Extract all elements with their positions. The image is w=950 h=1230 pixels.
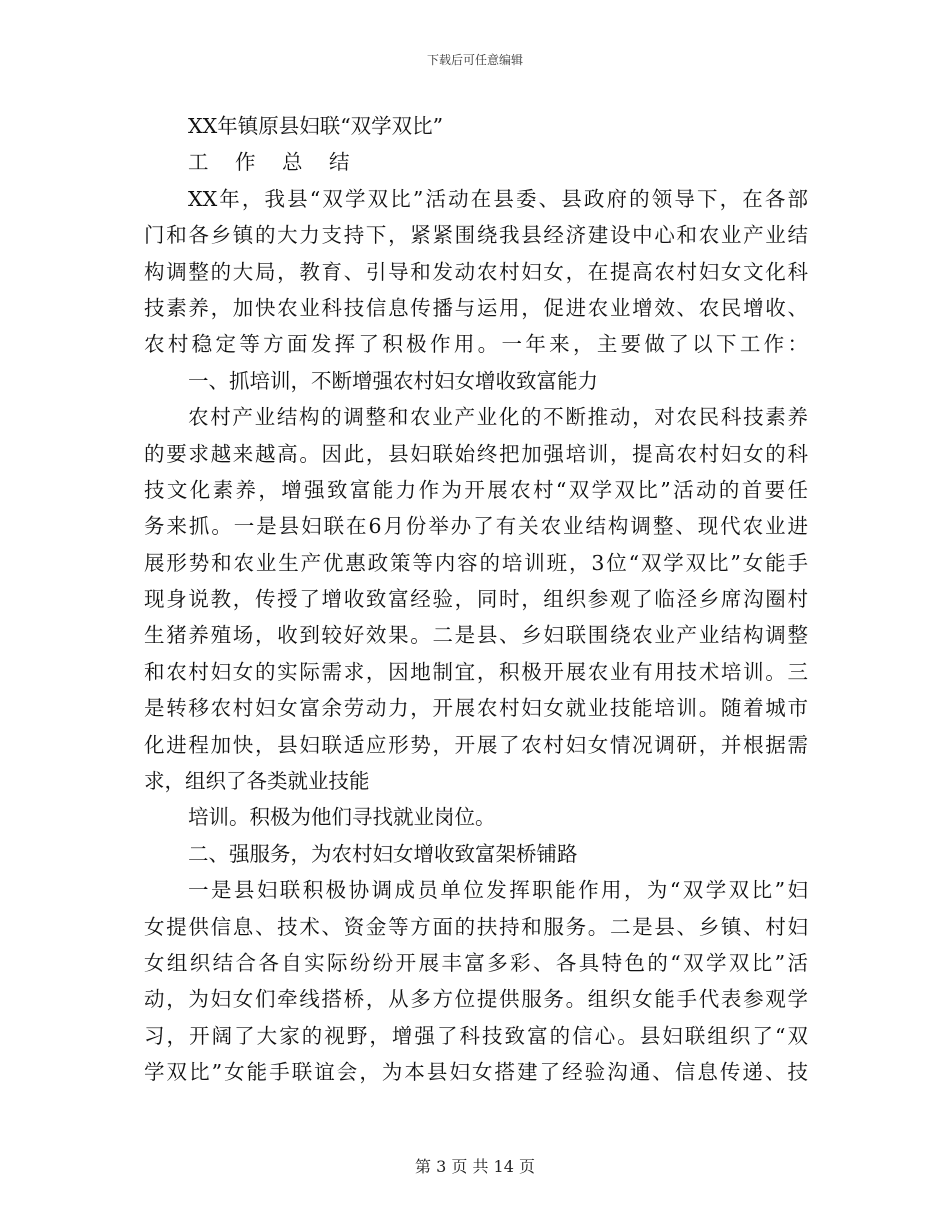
section-heading: 二、强服务，为农村妇女增收致富架桥铺路 [188,841,578,866]
paragraph-line: 农村稳定等方面发挥了积极作用。一年来，主要做了以下工作： [144,332,808,357]
paragraph-line: 展形势和农业生产优惠政策等内容的培训班，3位“双学双比”女能手 [144,550,808,575]
paragraph-line: 女组织结合各自实际纷纷开展丰富多彩、各具特色的“双学双比”活 [144,950,808,975]
page-header: 下载后可任意编辑 [426,53,523,67]
paragraph-line: 和农村妇女的实际需求，因地制宜，积极开展农业有用技术培训。三 [144,659,808,684]
paragraph-line: 是转移农村妇女富余劳动力，开展农村妇女就业技能培训。随着城市 [144,696,808,721]
document-body [144,108,808,1091]
paragraph-line: 女提供信息、技术、资金等方面的扶持和服务。二是县、乡镇、村妇 [144,914,808,939]
document-title: XX年镇原县妇联“双学双比” [188,114,444,138]
paragraph-line: 一是县妇联积极协调成员单位发挥职能作用，为“双学双比”妇 [188,878,808,903]
paragraph-line: 构调整的大局，教育、引导和发动农村妇女，在提高农村妇女文化科 [144,259,808,284]
page-footer: 第 3 页 共 14 页 [415,1157,535,1176]
paragraph-line: 动，为妇女们牵线搭桥，从多方位提供服务。组织女能手代表参观学 [144,987,808,1012]
paragraph-line: 门和各乡镇的大力支持下，紧紧围绕我县经济建设中心和农业产业结 [144,223,808,248]
paragraph-line: 现身说教，传授了增收致富经验，同时，组织参观了临泾乡席沟圈村 [144,587,808,612]
paragraph-line: 的要求越来越高。因此，县妇联始终把加强培训，提高农村妇女的科 [144,441,808,466]
paragraph-line: 技文化素养，增强致富能力作为开展农村“双学双比”活动的首要任 [144,477,808,502]
paragraph-line: 务来抓。一是县妇联在6月份举办了有关农业结构调整、现代农业进 [144,514,808,539]
paragraph-line: 习，开阔了大家的视野，增强了科技致富的信心。县妇联组织了“双 [144,1023,808,1048]
document-subtitle: 工 作 总 结 [188,150,360,175]
paragraph-line: 求，组织了各类就业技能 [144,769,370,794]
paragraph-line: XX年，我县“双学双比”活动在县委、县政府的领导下，在各部 [188,186,808,211]
paragraph-line: 生猪养殖场，收到较好效果。二是县、乡妇联围绕农业产业结构调整 [144,623,808,648]
paragraph-line: 学双比”女能手联谊会，为本县妇女搭建了经验沟通、信息传递、技 [144,1060,808,1085]
paragraph-line: 农村产业结构的调整和农业产业化的不断推动，对农民科技素养 [188,405,808,430]
paragraph-line: 化进程加快，县妇联适应形势，开展了农村妇女情况调研，并根据需 [144,732,808,757]
section-heading: 一、抓培训，不断增强农村妇女增收致富能力 [188,368,598,393]
paragraph-line: 技素养，加快农业科技信息传播与运用，促进农业增效、农民增收、 [144,295,808,320]
paragraph-line: 培训。积极为他们寻找就业岗位。 [188,805,496,830]
